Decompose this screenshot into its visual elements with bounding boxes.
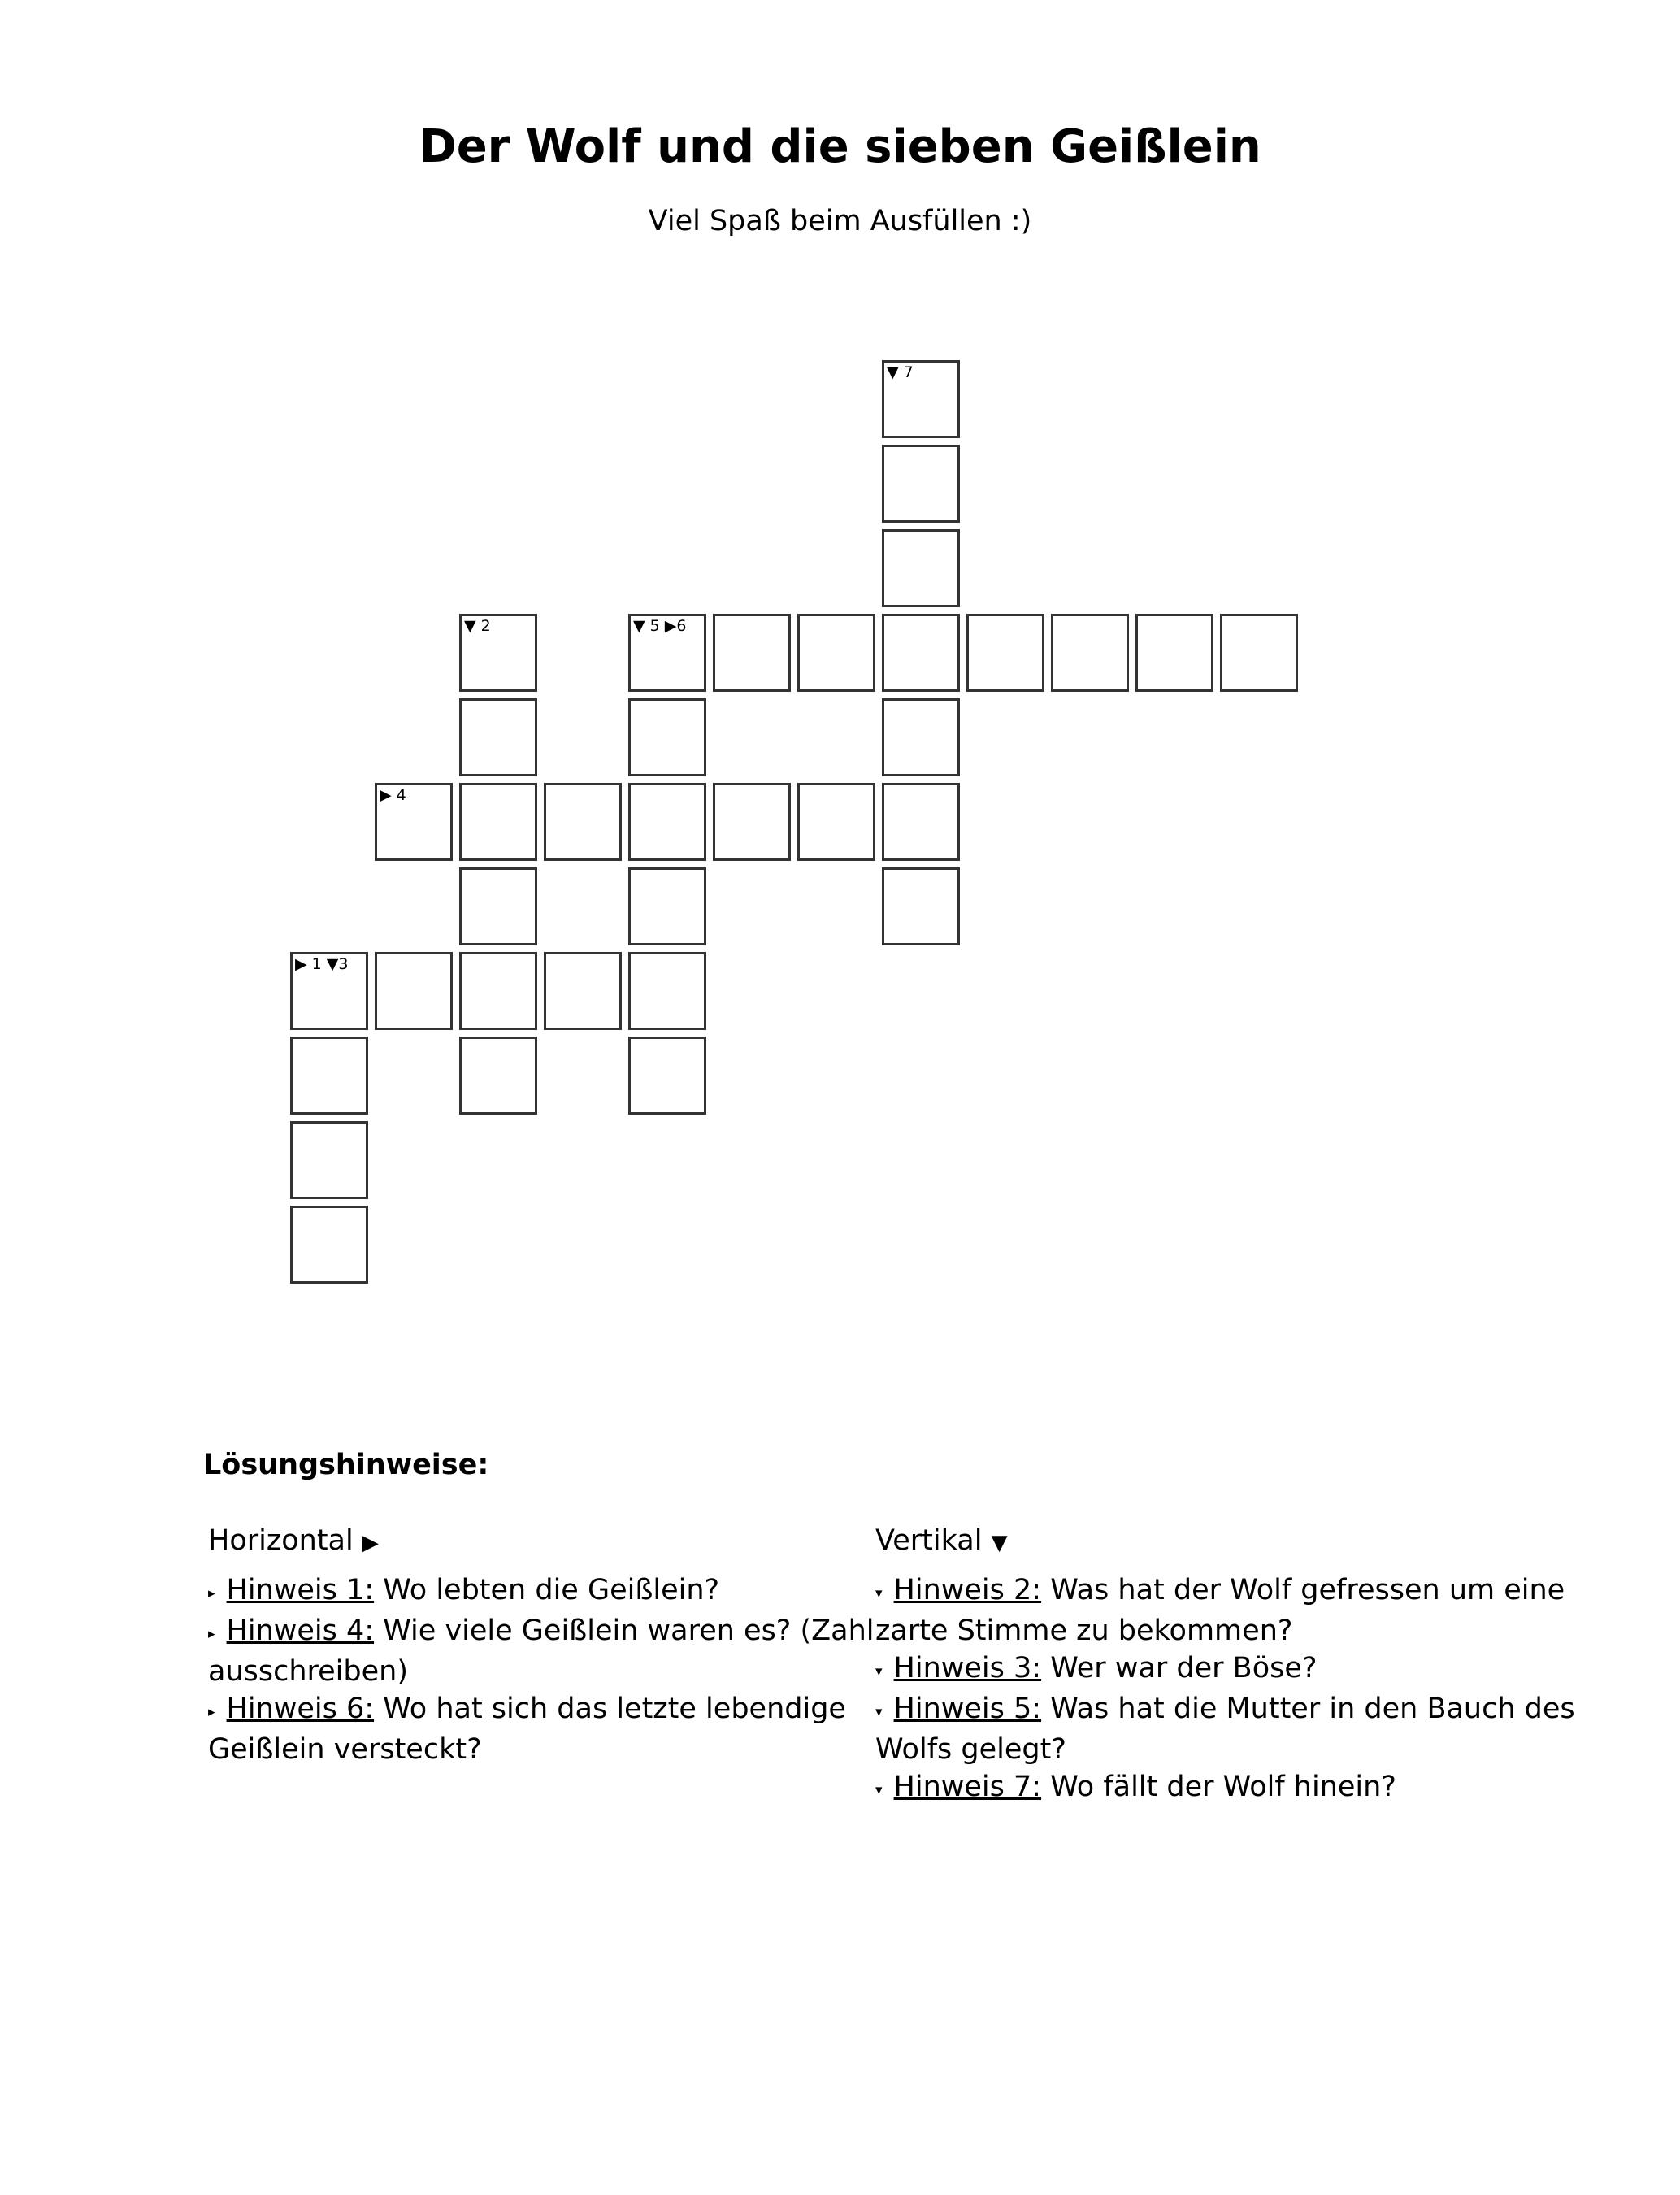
crossword-cell[interactable] <box>1051 614 1129 692</box>
hints-heading: Lösungshinweise: <box>203 1449 489 1481</box>
crossword-cell[interactable] <box>459 614 537 692</box>
crossword-cell[interactable] <box>966 614 1044 692</box>
crossword-cell[interactable] <box>797 614 875 692</box>
bullet-down-icon: ▾ <box>875 1663 883 1680</box>
right-arrow-icon: ▶ <box>362 1531 379 1555</box>
bullet-down-icon: ▾ <box>875 1585 883 1602</box>
crossword-cell[interactable] <box>882 698 960 776</box>
crossword-cell[interactable] <box>375 783 453 861</box>
bullet-right-icon: ▸ <box>208 1626 215 1642</box>
crossword-cell[interactable] <box>459 867 537 945</box>
down-arrow-icon: ▼ <box>991 1531 1008 1555</box>
clue-text: Wer war der Böse? <box>1050 1652 1318 1684</box>
clue-number: ▼ 2 <box>464 617 491 635</box>
clue-text: Wo hat sich das letzte lebendige Geißlein versteckt? <box>208 1693 846 1766</box>
crossword-cell[interactable] <box>628 952 706 1030</box>
clue-number: ▼ 5 ▶6 <box>633 617 687 635</box>
clue-text: Was hat der Wolf gefressen um eine zarte Stimme zu bekommen? <box>875 1574 1565 1647</box>
crossword-cell[interactable] <box>628 614 706 692</box>
page-title: Der Wolf und die sieben Geißlein <box>419 120 1261 173</box>
clue-ref: Hinweis 1: <box>226 1574 375 1606</box>
vertical-clues <box>875 1522 1591 1809</box>
crossword-cell[interactable] <box>628 1037 706 1115</box>
bullet-down-icon: ▾ <box>875 1704 883 1720</box>
crossword-cell[interactable] <box>459 783 537 861</box>
clue-item <box>208 1571 923 1612</box>
clue-number: ▶ 4 <box>380 786 406 804</box>
crossword-cell[interactable] <box>797 783 875 861</box>
clue-text: Wo fällt der Wolf hinein? <box>1050 1771 1396 1803</box>
crossword-cell[interactable] <box>290 1121 368 1199</box>
crossword-cell[interactable] <box>459 698 537 776</box>
crossword-cell[interactable] <box>882 614 960 692</box>
crossword-cell[interactable] <box>544 783 622 861</box>
clue-number: ▶ 1 ▼3 <box>295 955 349 973</box>
bullet-right-icon: ▸ <box>208 1585 215 1602</box>
crossword-cell[interactable] <box>882 360 960 438</box>
clue-ref: Hinweis 2: <box>893 1574 1042 1606</box>
crossword-cell[interactable] <box>628 698 706 776</box>
clue-item <box>208 1690 923 1768</box>
crossword-cell[interactable] <box>1220 614 1298 692</box>
clue-ref: Hinweis 3: <box>893 1652 1042 1684</box>
crossword-cell[interactable] <box>628 783 706 861</box>
clue-ref: Hinweis 6: <box>226 1693 375 1725</box>
crossword-cell[interactable] <box>882 529 960 607</box>
clue-text: Wie viele Geißlein waren es? (Zahl ausschreiben) <box>208 1615 875 1688</box>
crossword-cell[interactable] <box>290 1206 368 1284</box>
clue-item <box>875 1650 1591 1690</box>
clue-item <box>875 1571 1591 1650</box>
clue-item <box>875 1768 1591 1809</box>
horizontal-heading-label: Horizontal <box>208 1524 354 1557</box>
crossword-cell[interactable] <box>882 867 960 945</box>
crossword-cell[interactable] <box>1135 614 1213 692</box>
horizontal-clues <box>208 1522 923 1768</box>
crossword-cell[interactable] <box>628 867 706 945</box>
horizontal-heading <box>208 1522 923 1562</box>
clue-item <box>875 1690 1591 1768</box>
crossword-cell[interactable] <box>290 1037 368 1115</box>
crossword-cell[interactable] <box>882 783 960 861</box>
crossword-cell[interactable] <box>544 952 622 1030</box>
bullet-down-icon: ▾ <box>875 1782 883 1798</box>
clue-text: Wo lebten die Geißlein? <box>383 1574 720 1606</box>
vertical-heading-label: Vertikal <box>875 1524 983 1557</box>
clue-ref: Hinweis 4: <box>226 1615 375 1647</box>
clue-item <box>208 1612 923 1690</box>
crossword-cell[interactable] <box>882 445 960 523</box>
vertical-heading <box>875 1522 1591 1562</box>
bullet-right-icon: ▸ <box>208 1704 215 1720</box>
crossword-cell[interactable] <box>459 1037 537 1115</box>
subtitle: Viel Spaß beim Ausfüllen :) <box>648 205 1032 237</box>
clue-text: Was hat die Mutter in den Bauch des Wolfs gelegt? <box>875 1693 1575 1766</box>
clue-number: ▼ 7 <box>887 363 914 381</box>
clue-ref: Hinweis 5: <box>893 1693 1042 1725</box>
crossword-cell[interactable] <box>713 614 791 692</box>
clue-ref: Hinweis 7: <box>893 1771 1042 1803</box>
crossword-cell[interactable] <box>713 783 791 861</box>
crossword-cell[interactable] <box>459 952 537 1030</box>
crossword-cell[interactable] <box>375 952 453 1030</box>
crossword-cell[interactable] <box>290 952 368 1030</box>
